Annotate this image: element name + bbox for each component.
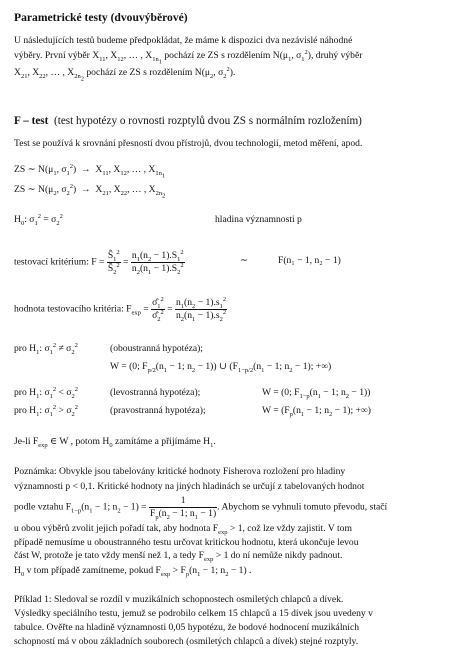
note-line-6: část W, protože je tato vždy menší než 1, a tedy $F_{exp} > 1$ do ní nemůže nikdy padnout. xyxy=(14,550,343,563)
significance-level: hladina významnosti p xyxy=(215,214,302,225)
criterion-distribution: F(n₁ − 1, n₂ − 1) xyxy=(278,255,341,266)
example-line-4: schopností má v obou základních souborech (osmiletých chlapců a dívek) stejné rozptyly. xyxy=(14,636,359,647)
tilde-symbol: ∼ xyxy=(240,255,249,266)
intro-line-2: výběry. První výběr $X_{11}$, $X_{12}$, … , $X_{1n_1}$ pochází ze ZS s rozdělením $N(\mu_1$, $\sigma_1^2$), druhý výběr xyxy=(14,48,363,66)
intro-line-3: $X_{21}$, $X_{22}$, … , $X_{2n_2}$ pochází ze ZS s rozdělením $N(\mu_2$, $\sigma_2^2$). xyxy=(14,65,236,83)
example-line-1: Příklad 1: Sledoval se rozdíl v muzikálních schopnostech osmiletých chlapců a dívek. xyxy=(14,594,344,605)
example-line-3: tabulce. Ověřte na hladině významnosti 0,05 hypotézu, že bodové hodnocení muzikálních xyxy=(14,622,360,633)
decision-line: Je-li $F_{exp}$ ∈ W , potom $H_0$ zamítáme a přijímáme $H_1$. xyxy=(14,436,216,449)
alt-right-type: (pravostranná hypotéza); xyxy=(110,405,206,416)
alt-right-region: $W = (F_p(n_1 - 1$; $n_2 - 1$); +∞) xyxy=(262,405,371,418)
h0-line: $H_0$: $\sigma_1^2 = \sigma_2^2$ xyxy=(14,212,63,227)
alt-left-region: W = (0; $F_{1-p}(n_1 - 1$; $n_2 - 1$)) xyxy=(262,387,371,400)
note-line-1: Poznámka: Obvykle jsou tabelovány kritické hodnoty Fisherova rozložení pro hladiny xyxy=(14,466,346,477)
alt-two-sided-region: W = (0; $F_{p/2}(n_1 - 1$; $n_2 - 1$)) ∪ ($F_{1-p/2}(n_1 - 1$; $n_2 - 1$); +∞) xyxy=(110,361,332,374)
zs2-line: ZS ∼ $N(\mu_2$, $\sigma_2^2) \to X_{21}$, $X_{22}$, … , $X_{2n_2}$ xyxy=(14,182,166,200)
note-line-3: podle vztahu $F_{1-p}(n_1 - 1$; $n_2 - 1$) = $\frac{1}{F_p(n_2 - 1; n_1 - 1)}$ . Abychom se vyhnuli tomuto převodu, stačí xyxy=(14,495,388,521)
observed-value-line: hodnota testovacího kritéria: $F_{exp}$ = $\frac{\sigmâ_1^2}{\sigmâ_2^2}$ = $\frac{n_1(n_2 - 1).s_1^2}{n_2(n_1 - 1).s_2^2}$ xyxy=(14,295,227,323)
alt-right-h1: pro $H_1$: $\sigma_1^2 > \sigma_2^2$ xyxy=(14,403,79,418)
intro-line-1: U následujících testů budeme předpokládat, že máme k dispozici dva nezávislé náhodné xyxy=(14,35,353,46)
usage-line: Test se používá k srovnání přesností dvou přístrojů, dvou technologií, metod měření, apod. xyxy=(14,138,363,149)
criterion-line: testovací kritérium: F = $\frac{Ŝ_1^2}{Ŝ_2^2}$ = $\frac{n_1(n_2 - 1).S_1^2}{n_2(n_1 - 1).S_2^2}$ xyxy=(14,248,184,276)
heading-parametric-tests: Parametrické testy (dvouvýběrové) xyxy=(14,11,188,24)
zs1-line: ZS ∼ $N(\mu_1$, $\sigma_1^2) \to X_{11}$, $X_{12}$, … , $X_{1n_1}$ xyxy=(14,162,166,180)
note-line-4: u obou výběrů zvolit jejich pořadí tak, aby hodnota $F_{exp} > 1$, což lze vždy zajistit. V tom xyxy=(14,523,352,536)
f-test-heading: F – test (test hypotézy o rovnosti rozptylů dvou ZS s normálním rozložením) xyxy=(14,115,362,127)
alt-left-type: (levostranná hypotéza); xyxy=(110,387,201,398)
note-line-5: případě nemusíme u oboustranného testu určovat kritickou hodnotu, která ukončuje levou xyxy=(14,537,359,548)
alt-left-h1: pro $H_1$: $\sigma_1^2 < \sigma_2^2$ xyxy=(14,385,79,400)
alt-two-sided-type: (oboustranná hypotéza); xyxy=(110,343,203,354)
alt-two-sided-h1: pro $H_1$: $\sigma_1^2 \ne \sigma_2^2$ xyxy=(14,341,78,356)
example-line-2: Výsledky speciálního testu, jemuž se podrobilo celkem 15 chlapců a 15 dívek jsou uvedeny v xyxy=(14,608,373,619)
note-line-7: $H_0$ v tom případě zamítneme, pokud $F_{exp} > F_p(n_1 - 1$; $n_2 - 1$) . xyxy=(14,565,252,578)
note-line-2: významnosti p < 0,1. Kritické hodnoty na jiných hladinách se určují z tabelovaných hodnot xyxy=(14,481,365,492)
